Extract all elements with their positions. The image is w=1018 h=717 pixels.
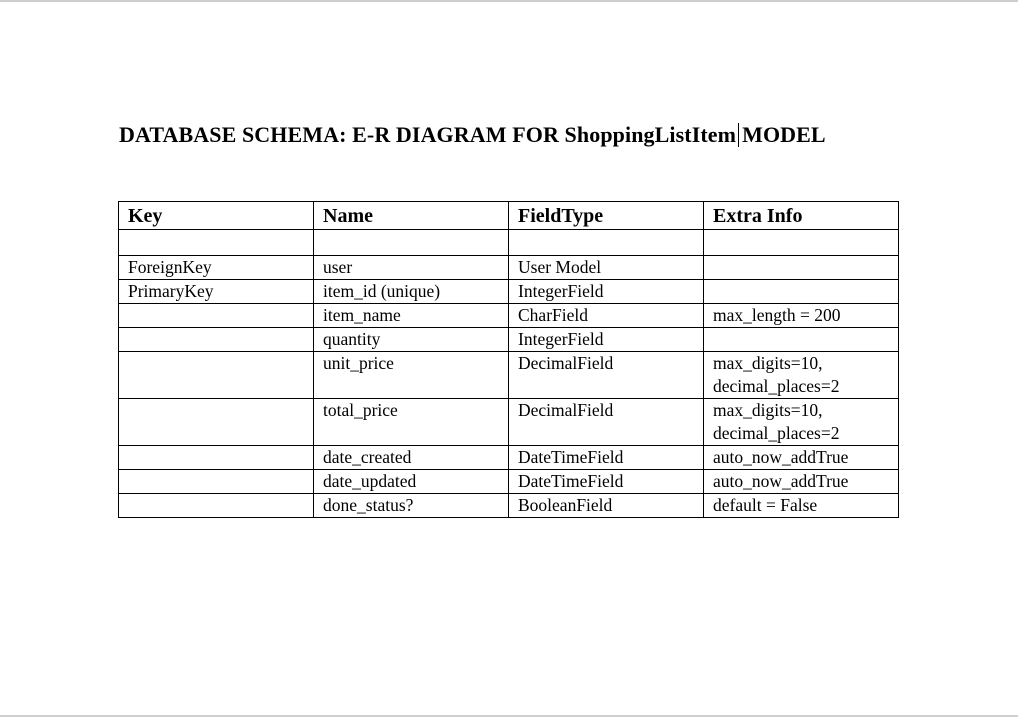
header-fieldtype: FieldType xyxy=(509,202,704,230)
cell-key xyxy=(119,328,314,352)
cell-fieldtype: DateTimeField xyxy=(509,470,704,494)
schema-table xyxy=(118,201,899,518)
cell-fieldtype: DecimalField xyxy=(509,399,704,446)
table-row xyxy=(119,446,899,470)
cell-key xyxy=(119,352,314,399)
table-row xyxy=(119,328,899,352)
page-top-edge xyxy=(0,0,1018,2)
cell-fieldtype: User Model xyxy=(509,256,704,280)
cell-extra-info: max_digits=10, decimal_places=2 xyxy=(704,399,899,446)
header-extra-info: Extra Info xyxy=(704,202,899,230)
cell-name: item_name xyxy=(314,304,509,328)
cell-fieldtype: IntegerField xyxy=(509,328,704,352)
cell-extra-info xyxy=(704,328,899,352)
table-cell xyxy=(314,230,509,256)
cell-name: item_id (unique) xyxy=(314,280,509,304)
text-cursor xyxy=(738,123,739,147)
header-name: Name xyxy=(314,202,509,230)
cell-extra-info: max_length = 200 xyxy=(704,304,899,328)
table-row xyxy=(119,256,899,280)
cell-key xyxy=(119,470,314,494)
cell-name: total_price xyxy=(314,399,509,446)
cell-name: user xyxy=(314,256,509,280)
cell-name: quantity xyxy=(314,328,509,352)
cell-fieldtype: CharField xyxy=(509,304,704,328)
table-row xyxy=(119,280,899,304)
cell-fieldtype: DateTimeField xyxy=(509,446,704,470)
table-header-row xyxy=(119,202,899,230)
table-row xyxy=(119,352,899,399)
cell-extra-info: auto_now_addTrue xyxy=(704,446,899,470)
table-row xyxy=(119,494,899,518)
title-text-end: MODEL xyxy=(742,122,826,147)
cell-fieldtype: BooleanField xyxy=(509,494,704,518)
cell-extra-info xyxy=(704,256,899,280)
cell-name: date_created xyxy=(314,446,509,470)
title-text: DATABASE SCHEMA: E-R DIAGRAM FOR ShoppingListItem xyxy=(119,122,737,147)
cell-fieldtype: IntegerField xyxy=(509,280,704,304)
cell-key xyxy=(119,399,314,446)
table-row-blank xyxy=(119,230,899,256)
cell-key: PrimaryKey xyxy=(119,280,314,304)
page-title xyxy=(119,122,826,148)
cell-name: date_updated xyxy=(314,470,509,494)
table-cell xyxy=(509,230,704,256)
cell-fieldtype: DecimalField xyxy=(509,352,704,399)
cell-extra-info: auto_now_addTrue xyxy=(704,470,899,494)
cell-key xyxy=(119,494,314,518)
table-row xyxy=(119,399,899,446)
cell-name: unit_price xyxy=(314,352,509,399)
cell-key xyxy=(119,304,314,328)
header-key: Key xyxy=(119,202,314,230)
cell-key xyxy=(119,446,314,470)
cell-key: ForeignKey xyxy=(119,256,314,280)
table-cell xyxy=(704,230,899,256)
table-row xyxy=(119,304,899,328)
cell-extra-info: max_digits=10, decimal_places=2 xyxy=(704,352,899,399)
cell-extra-info xyxy=(704,280,899,304)
table-cell xyxy=(119,230,314,256)
table-row xyxy=(119,470,899,494)
cell-name: done_status? xyxy=(314,494,509,518)
cell-extra-info: default = False xyxy=(704,494,899,518)
